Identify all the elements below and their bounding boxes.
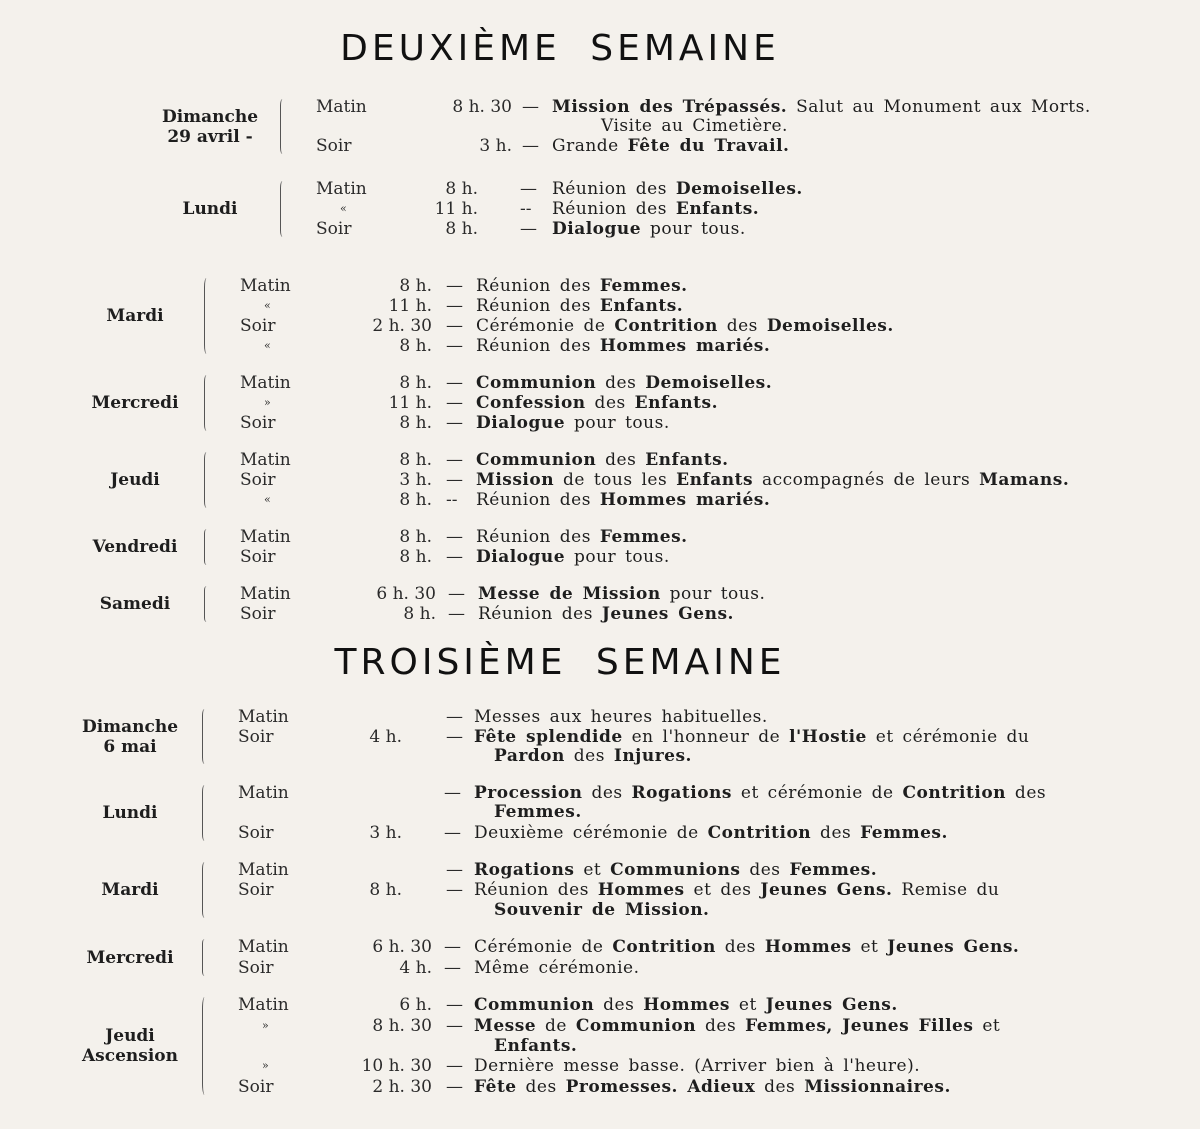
activity-text xyxy=(474,937,1019,957)
activity-bold: l'Hostie xyxy=(789,727,867,747)
schedule-row xyxy=(0,1016,1190,1036)
activity-plain: Réunion des xyxy=(478,604,602,624)
activity-bold: Communion xyxy=(476,373,597,393)
hour-value: 6 h. 30 xyxy=(376,584,436,604)
activity-plain: des xyxy=(594,995,644,1015)
hour-value: 8 h. xyxy=(399,336,432,356)
activity-text xyxy=(494,746,692,766)
activity-bold: Communion xyxy=(575,1016,697,1036)
schedule-row xyxy=(0,1077,1190,1097)
activity-bold: Enfants. xyxy=(675,199,760,219)
activity-plain: pour tous. xyxy=(565,547,670,567)
activity-bold: Jeunes Gens. xyxy=(601,604,734,624)
hour-value: 8 h. xyxy=(399,490,432,510)
period-label: Matin xyxy=(238,783,289,803)
activity-bold: Mission des Trépassés. xyxy=(552,97,788,117)
period-label: Soir xyxy=(240,413,276,433)
activity-bold: Contrition xyxy=(612,937,716,957)
separator-dash: — xyxy=(446,707,463,727)
activity-plain: Deuxième cérémonie de xyxy=(474,823,708,843)
activity-text xyxy=(476,547,670,567)
activity-bold: Confession xyxy=(476,393,586,413)
day-label-line: Samedi xyxy=(99,594,171,614)
separator-dash: — xyxy=(448,584,465,604)
activity-text xyxy=(552,179,803,199)
separator-dash: — xyxy=(446,1016,463,1036)
separator-dash: — xyxy=(448,604,465,624)
activity-plain: et des xyxy=(684,880,761,900)
activity-bold: Enfants. xyxy=(634,393,718,413)
activity-plain: des xyxy=(717,316,767,336)
activity-text xyxy=(478,604,734,624)
activity-text xyxy=(478,584,765,604)
separator-dash: — xyxy=(446,527,463,547)
period-label: Soir xyxy=(240,547,276,567)
separator-dash: — xyxy=(446,880,463,900)
day-label-line: Mardi xyxy=(101,880,159,900)
hour-value: 10 h. 30 xyxy=(361,1056,432,1076)
activity-plain: de tous les xyxy=(554,470,677,490)
activity-plain: des xyxy=(755,1077,805,1097)
day-label-line: Jeudi xyxy=(105,1026,155,1046)
activity-bold: Dialogue xyxy=(552,219,642,239)
schedule-row xyxy=(0,727,1190,747)
schedule-row xyxy=(0,958,1190,978)
hour-value: 11 h. xyxy=(434,199,478,219)
activity-bold: Communion xyxy=(476,450,597,470)
period-label: » xyxy=(262,1019,269,1032)
activity-plain: des xyxy=(585,393,635,413)
activity-text xyxy=(476,316,894,336)
activity-bold: Messe de Mission xyxy=(478,584,661,604)
hour-value: 8 h. xyxy=(399,413,432,433)
activity-bold: Femmes. xyxy=(494,802,582,822)
activity-plain: Visite au Cimetière. xyxy=(601,116,788,136)
activity-plain: des xyxy=(564,746,614,766)
schedule-row xyxy=(0,97,1190,117)
period-label: « xyxy=(264,339,271,352)
separator-dash: — xyxy=(446,995,463,1015)
activity-text xyxy=(552,97,1091,117)
activity-plain: Réunion des xyxy=(476,527,600,547)
schedule-row xyxy=(0,316,1190,336)
activity-bold: Messe xyxy=(474,1016,537,1036)
period-label: Soir xyxy=(238,727,274,747)
period-label: Soir xyxy=(238,823,274,843)
hour-value: 8 h. xyxy=(399,450,432,470)
period-label: Soir xyxy=(238,1077,274,1097)
schedule-row xyxy=(0,450,1190,470)
activity-text xyxy=(474,1056,920,1076)
hour-value: 2 h. 30 xyxy=(372,316,432,336)
activity-text xyxy=(474,783,1046,803)
hour-value: 8 h. 30 xyxy=(372,1016,432,1036)
activity-text xyxy=(476,373,772,393)
hour-value: 4 h. xyxy=(369,727,402,747)
separator-dash: — xyxy=(446,860,463,880)
day-label-line: 6 mai xyxy=(103,736,157,757)
separator-dash: — xyxy=(446,1077,463,1097)
activity-bold: Enfants. xyxy=(599,296,684,316)
schedule-row xyxy=(0,584,1190,604)
activity-bold: Rogations xyxy=(474,860,575,880)
activity-bold: Dialogue xyxy=(476,547,566,567)
period-label: Soir xyxy=(240,604,276,624)
activity-text xyxy=(476,450,729,470)
period-label: » xyxy=(262,1059,269,1072)
hour-value: 2 h. 30 xyxy=(372,1077,432,1097)
activity-bold: Communions xyxy=(610,860,741,880)
activity-bold: Fête du Travail. xyxy=(627,136,790,156)
hour-value: 8 h. xyxy=(445,179,478,199)
period-label: Matin xyxy=(240,527,291,547)
activity-text xyxy=(474,995,898,1015)
activity-bold: Enfants. xyxy=(645,450,729,470)
schedule-row xyxy=(0,604,1190,624)
activity-plain: des xyxy=(596,450,646,470)
activity-text xyxy=(474,958,640,978)
activity-bold: Procession xyxy=(474,783,583,803)
activity-plain: pour tous. xyxy=(641,219,746,239)
schedule-row xyxy=(0,527,1190,547)
hour-value: 6 h. xyxy=(399,995,432,1015)
separator-dash: — xyxy=(446,316,463,336)
activity-bold: Enfants. xyxy=(494,1036,578,1056)
activity-plain: Grande xyxy=(552,136,628,156)
activity-plain: Réunion des xyxy=(552,179,676,199)
schedule-row xyxy=(0,995,1190,1015)
week-title: TROISIÈME SEMAINE xyxy=(334,642,786,683)
period-label: » xyxy=(264,396,271,409)
activity-text xyxy=(494,1036,577,1056)
day-label-line: Mercredi xyxy=(91,393,179,413)
activity-text xyxy=(474,860,877,880)
day-label-line: Vendredi xyxy=(92,537,178,557)
schedule-row xyxy=(0,336,1190,356)
week-title: DEUXIÈME SEMAINE xyxy=(340,28,780,69)
hour-value: 4 h. xyxy=(399,958,432,978)
period-label: Matin xyxy=(238,707,289,727)
activity-bold: Contrition xyxy=(902,783,1007,803)
activity-text xyxy=(476,527,688,547)
separator-dash: — xyxy=(520,219,537,239)
activity-plain: accompagnés de leurs xyxy=(753,470,980,490)
schedule-row xyxy=(0,199,1190,219)
hour-value: 8 h. xyxy=(445,219,478,239)
activity-plain: en l'honneur de xyxy=(622,727,790,747)
day-label-line: Mardi xyxy=(106,306,164,326)
activity-bold: Femmes. xyxy=(599,276,688,296)
period-label: Matin xyxy=(240,373,291,393)
activity-plain: Cérémonie de xyxy=(474,937,613,957)
activity-text xyxy=(494,802,582,822)
period-label: Soir xyxy=(316,136,352,156)
separator-dash: — xyxy=(446,1056,463,1076)
period-label: Soir xyxy=(240,470,276,490)
period-label: Soir xyxy=(316,219,352,239)
schedule-row xyxy=(0,116,1190,136)
activity-bold: Communion xyxy=(474,995,595,1015)
activity-text xyxy=(476,470,1069,490)
hour-value: 8 h. xyxy=(399,527,432,547)
hour-value: 6 h. 30 xyxy=(372,937,432,957)
activity-bold: Contrition xyxy=(614,316,718,336)
activity-plain: et xyxy=(851,937,888,957)
period-label: Matin xyxy=(238,860,289,880)
activity-text xyxy=(476,276,688,296)
hour-value: 3 h. xyxy=(369,823,402,843)
schedule-row xyxy=(0,136,1190,156)
hour-value: 3 h. xyxy=(399,470,432,490)
activity-bold: Femmes, Jeunes Filles xyxy=(745,1016,974,1036)
schedule-row xyxy=(0,783,1190,803)
activity-text xyxy=(552,219,746,239)
hour-value: 8 h. xyxy=(399,547,432,567)
schedule-row xyxy=(0,490,1190,510)
activity-bold: Demoiselles. xyxy=(645,373,773,393)
day-label-line: 29 avril - xyxy=(167,126,253,147)
activity-plain: et xyxy=(973,1016,1001,1036)
day-label-line: Mercredi xyxy=(86,947,174,968)
activity-plain: des xyxy=(1006,783,1047,803)
schedule-row xyxy=(0,937,1190,957)
day-label-line: Jeudi xyxy=(110,470,160,490)
activity-plain: et cérémonie du xyxy=(866,727,1030,747)
activity-bold: Contrition xyxy=(707,823,812,843)
activity-plain: et xyxy=(574,860,611,880)
separator-dash: — xyxy=(446,276,463,296)
activity-plain: Réunion des xyxy=(474,880,598,900)
day-label-line: Dimanche xyxy=(81,716,179,737)
activity-bold: Injures. xyxy=(613,746,692,766)
schedule-row xyxy=(0,413,1190,433)
day-label-line: Lundi xyxy=(182,199,238,219)
period-label: Matin xyxy=(316,97,367,117)
activity-plain: Messes aux heures habituelles. xyxy=(474,707,768,727)
activity-plain: des xyxy=(582,783,632,803)
period-label: Soir xyxy=(240,316,276,336)
separator-dash: -- xyxy=(520,199,532,219)
activity-text xyxy=(474,1016,1000,1036)
activity-plain: et xyxy=(729,995,766,1015)
schedule-row xyxy=(0,746,1190,766)
activity-text xyxy=(552,136,789,156)
activity-plain: pour tous. xyxy=(565,413,670,433)
separator-dash: — xyxy=(520,179,537,199)
separator-dash: — xyxy=(522,97,539,117)
activity-plain: des xyxy=(596,373,646,393)
schedule-row xyxy=(0,1036,1190,1056)
activity-bold: Jeunes Gens. xyxy=(765,995,898,1015)
activity-bold: Demoiselles. xyxy=(675,179,803,199)
schedule-row xyxy=(0,373,1190,393)
activity-bold: Mamans. xyxy=(979,470,1070,490)
schedule-row xyxy=(0,219,1190,239)
activity-bold: Femmes. xyxy=(599,527,688,547)
separator-dash: — xyxy=(444,937,461,957)
activity-bold: Jeunes Gens. xyxy=(760,880,893,900)
schedule-row xyxy=(0,860,1190,880)
activity-text xyxy=(474,727,1029,747)
schedule-row xyxy=(0,802,1190,822)
activity-bold: Femmes. xyxy=(860,823,948,843)
activity-plain: Réunion des xyxy=(476,276,600,296)
hour-value: 11 h. xyxy=(388,296,432,316)
activity-plain: Réunion des xyxy=(476,490,600,510)
activity-text xyxy=(474,880,999,900)
separator-dash: -- xyxy=(446,490,458,510)
activity-bold: Mission xyxy=(476,470,555,490)
activity-plain: et cérémonie de xyxy=(731,783,903,803)
activity-plain: Cérémonie de xyxy=(476,316,615,336)
schedule-row xyxy=(0,900,1190,920)
activity-text xyxy=(474,707,768,727)
period-label: « xyxy=(340,202,347,215)
period-label: Matin xyxy=(238,937,289,957)
separator-dash: — xyxy=(446,393,463,413)
activity-plain: Réunion des xyxy=(476,336,600,356)
activity-bold: Missionnaires. xyxy=(804,1077,951,1097)
day-label-line: Dimanche xyxy=(161,106,259,127)
period-label: Matin xyxy=(316,179,367,199)
activity-bold: Demoiselles. xyxy=(766,316,894,336)
activity-bold: Dialogue xyxy=(476,413,566,433)
activity-plain: Dernière messe basse. (Arriver bien à l'heure). xyxy=(474,1056,921,1076)
activity-bold: Femmes. xyxy=(789,860,878,880)
activity-text xyxy=(474,1077,951,1097)
activity-bold: Souvenir de Mission. xyxy=(494,900,710,920)
activity-bold: Hommes xyxy=(597,880,685,900)
separator-dash: — xyxy=(446,727,463,747)
activity-bold: Fête splendide xyxy=(474,727,623,747)
activity-plain: des xyxy=(715,937,765,957)
period-label: Soir xyxy=(238,958,274,978)
activity-plain: des xyxy=(740,860,790,880)
activity-bold: Hommes xyxy=(643,995,730,1015)
activity-text xyxy=(476,413,670,433)
schedule-row xyxy=(0,296,1190,316)
separator-dash: — xyxy=(444,958,461,978)
schedule-row xyxy=(0,707,1190,727)
period-label: Soir xyxy=(238,880,274,900)
activity-plain: des xyxy=(516,1077,566,1097)
activity-text xyxy=(476,490,770,510)
activity-plain: des xyxy=(811,823,861,843)
schedule-row xyxy=(0,1056,1190,1076)
separator-dash: — xyxy=(446,336,463,356)
activity-plain: Salut au Monument aux Morts. xyxy=(787,97,1091,117)
activity-plain: pour tous. xyxy=(660,584,766,604)
hour-value: 8 h. xyxy=(399,373,432,393)
period-label: Matin xyxy=(240,450,291,470)
separator-dash: — xyxy=(446,450,463,470)
period-label: Matin xyxy=(240,276,291,296)
schedule-row xyxy=(0,179,1190,199)
separator-dash: — xyxy=(446,470,463,490)
activity-bold: Enfants xyxy=(676,470,754,490)
period-label: « xyxy=(264,299,271,312)
hour-value: 3 h. xyxy=(479,136,512,156)
schedule-row xyxy=(0,276,1190,296)
activity-text xyxy=(474,823,948,843)
separator-dash: — xyxy=(446,296,463,316)
day-label-line: Ascension xyxy=(81,1046,178,1066)
separator-dash: — xyxy=(522,136,539,156)
hour-value: 11 h. xyxy=(388,393,432,413)
separator-dash: — xyxy=(446,547,463,567)
activity-text xyxy=(476,393,718,413)
activity-plain: de xyxy=(536,1016,576,1036)
activity-bold: Hommes xyxy=(764,937,852,957)
hour-value: 8 h. xyxy=(399,276,432,296)
period-label: Matin xyxy=(238,995,289,1015)
activity-text xyxy=(601,116,788,136)
separator-dash: — xyxy=(444,783,461,803)
activity-text xyxy=(476,296,683,316)
activity-text xyxy=(476,336,770,356)
activity-bold: Hommes mariés. xyxy=(599,336,771,356)
activity-bold: Jeunes Gens. xyxy=(887,937,1020,957)
activity-bold: Hommes mariés. xyxy=(599,490,771,510)
activity-plain: Réunion des xyxy=(552,199,676,219)
schedule-row xyxy=(0,470,1190,490)
activity-bold: Rogations xyxy=(631,783,732,803)
activity-text xyxy=(494,900,709,920)
activity-bold: Pardon xyxy=(494,746,565,766)
separator-dash: — xyxy=(444,823,461,843)
day-label-line: Lundi xyxy=(102,803,158,823)
separator-dash: — xyxy=(446,413,463,433)
activity-bold: Promesses. Adieux xyxy=(565,1077,756,1097)
activity-plain: Réunion des xyxy=(476,296,600,316)
period-label: Matin xyxy=(240,584,291,604)
activity-bold: Fête xyxy=(474,1077,517,1097)
hour-value: 8 h. xyxy=(369,880,402,900)
schedule-row xyxy=(0,880,1190,900)
activity-plain: Même cérémonie. xyxy=(474,958,640,978)
schedule-row xyxy=(0,393,1190,413)
schedule-row xyxy=(0,823,1190,843)
separator-dash: — xyxy=(446,373,463,393)
activity-text xyxy=(552,199,759,219)
schedule-row xyxy=(0,547,1190,567)
period-label: « xyxy=(264,493,271,506)
hour-value: 8 h. 30 xyxy=(452,97,512,117)
hour-value: 8 h. xyxy=(403,604,436,624)
activity-plain: Remise du xyxy=(892,880,1000,900)
activity-plain: des xyxy=(696,1016,746,1036)
